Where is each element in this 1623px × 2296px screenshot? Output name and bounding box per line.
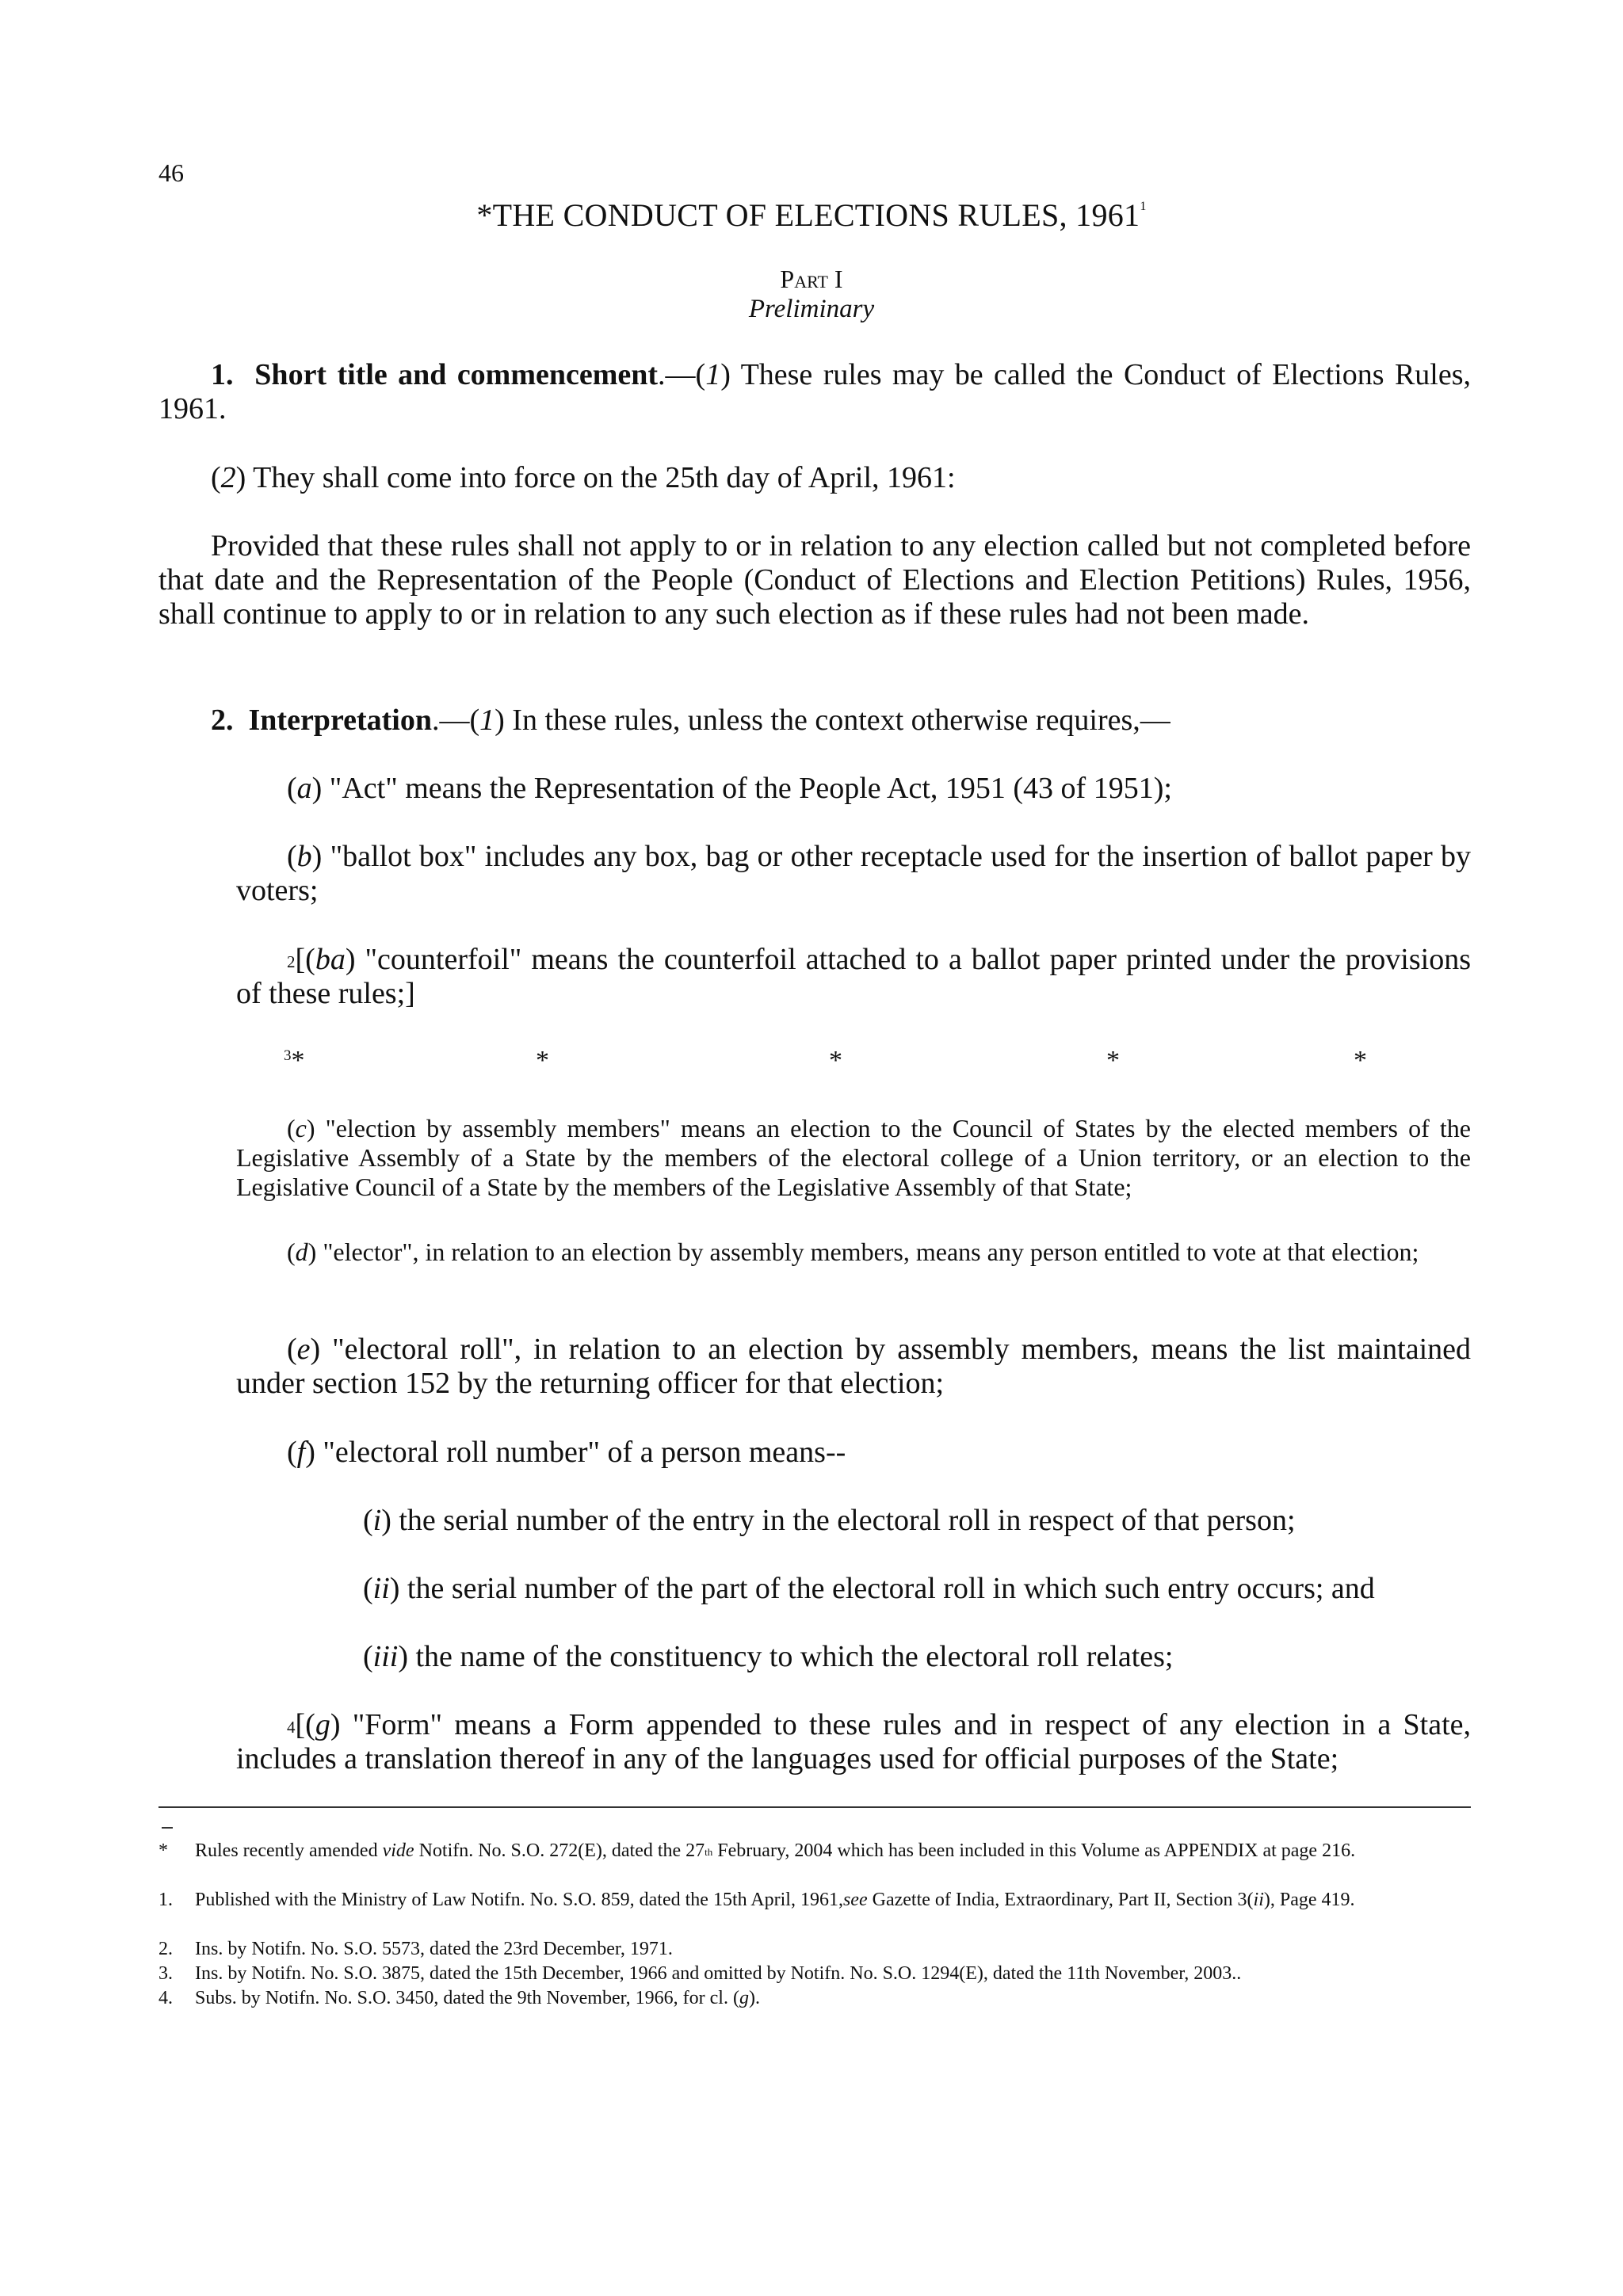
footnote-star-marker: * bbox=[158, 1840, 168, 1861]
clause-a-letter: a bbox=[296, 772, 312, 805]
footnote-1-marker: 1. bbox=[158, 1890, 173, 1910]
omitted-footnote-ref: 3 bbox=[284, 1047, 292, 1064]
rule-2-sub-number: 1 bbox=[479, 704, 495, 737]
clause-f-iii-number: iii bbox=[372, 1640, 399, 1673]
footnote-star-pre: Rules recently amended bbox=[195, 1840, 383, 1861]
footnote-1-ii: ii bbox=[1253, 1890, 1264, 1910]
footnote-star-vide: vide bbox=[382, 1840, 414, 1861]
footnote-star bbox=[158, 1840, 1458, 1863]
clause-b-letter: b bbox=[296, 840, 312, 873]
star-glyph: * bbox=[291, 1046, 305, 1075]
clause-f-iii-text: ) the name of the constituency to which the electoral roll relates; bbox=[398, 1640, 1174, 1673]
footnote-1-post: ), Page 419. bbox=[1263, 1890, 1355, 1910]
footnote-4-marker: 4. bbox=[158, 1988, 173, 2008]
clause-f-i: (i) the serial number of the entry in the electoral roll in respect of that person; bbox=[363, 1504, 1296, 1537]
footnote-2-marker: 2. bbox=[158, 1939, 173, 1959]
part-label: Part I bbox=[780, 265, 843, 293]
clause-f-ii-number: ii bbox=[372, 1572, 390, 1605]
rule-1-body: ) These rules may be called the Conduct of Elections Rules, 1961. bbox=[158, 358, 1472, 425]
clause-ba-footnote-ref: 2 bbox=[287, 952, 296, 971]
clause-f-letter: f bbox=[296, 1436, 306, 1469]
clause-a-text: ) "Act" means the Representation of the People Act, 1951 (43 of 1951); bbox=[311, 772, 1172, 805]
rule-2-body: ) In these rules, unless the context otherwise requires,— bbox=[495, 704, 1170, 737]
rule-2-number: 2. bbox=[211, 704, 234, 737]
footnote-3-text: Ins. by Notifn. No. S.O. 3875, dated the 15th December, 1966 and omitted by Notifn. No. S.O. 1294(E), dated the 11th November, 2003.. bbox=[195, 1963, 1242, 1984]
footnote-3-marker: 3. bbox=[158, 1963, 173, 1984]
clause-g-letter: g bbox=[315, 1708, 330, 1741]
clause-g-text: ) "Form" means a Form appended to these rules and in respect of any election in a State, includes a translation thereof in any of the languages used for official purposes of the State; bbox=[236, 1708, 1471, 1775]
rule-1-sub2-number: 2 bbox=[220, 461, 236, 494]
footnote-separator bbox=[158, 1806, 1471, 1808]
clause-f-ii-text: ) the serial number of the part of the electoral roll in which such entry occurs; and bbox=[389, 1572, 1375, 1605]
rule-1-dash: .—( bbox=[658, 358, 706, 391]
rule-2-interpretation bbox=[158, 704, 1471, 738]
clause-e-text: ) "electoral roll", in relation to an election by assembly members, means the list maintained under section 152 by the returning officer for that election; bbox=[236, 1333, 1471, 1400]
omitted-star-5: * bbox=[1354, 1046, 1367, 1075]
rule-1-number: 1. bbox=[211, 358, 234, 391]
clause-f-i-text: ) the serial number of the entry in the electoral roll in respect of that person; bbox=[381, 1504, 1296, 1537]
clause-c: (c) "election by assembly members" means an election to the Council of States by the elected members of the Legislative Assembly of a State by the members of the electoral college of a Union territory, or an election to the Legislative Council of a State by the members of the Legislative Assembly of that State; bbox=[236, 1114, 1471, 1201]
omitted-star-1 bbox=[284, 1046, 305, 1076]
omitted-star-4: * bbox=[1106, 1046, 1120, 1075]
title-footnote-ref: 1 bbox=[1140, 200, 1147, 213]
footnote-4-pre: Subs. by Notifn. No. S.O. 3450, dated the 9th November, 1966, for cl. ( bbox=[195, 1988, 739, 2008]
footnote-2-text: Ins. by Notifn. No. S.O. 5573, dated the 23rd December, 1971. bbox=[195, 1939, 673, 1959]
clause-c-letter: c bbox=[295, 1114, 307, 1142]
footnote-3 bbox=[158, 1962, 1458, 1985]
clause-d-text: ) "elector", in relation to an election by assembly members, means any person entitled to vote at that election; bbox=[307, 1238, 1419, 1266]
clause-c-text: ) "election by assembly members" means an election to the Council of States by the elected members of the Legislative Assembly of a State by the members of the electoral college of a Union territory, or an election to the Legislative Council of a State by the members of the Legislative Assembly of that State; bbox=[236, 1114, 1471, 1201]
footnote-dash bbox=[162, 1827, 173, 1829]
footnote-1-pre: Published with the Ministry of Law Notifn. No. S.O. 859, dated the 15th April, 1961, bbox=[195, 1890, 843, 1910]
footnote-star-post: February, 2004 which has been included in this Volume as APPENDIX at page 216. bbox=[712, 1840, 1356, 1861]
part-subtitle: Preliminary bbox=[748, 295, 875, 323]
page-number: 46 bbox=[158, 158, 184, 187]
rule-1-sub-number: 1 bbox=[705, 358, 721, 391]
footnote-2 bbox=[158, 1938, 1458, 1961]
rule-1-proviso: Provided that these rules shall not apply to or in relation to any election called but not completed before that date and the Representation of the People (Conduct of Elections and Election Petitions) Rules, 1956, shall continue to apply to or in relation to any such election as if these rules had not been made. bbox=[158, 529, 1471, 631]
clause-d: (d) "elector", in relation to an election by assembly members, means any person entitled to vote at that election; bbox=[287, 1238, 1419, 1266]
clause-d-letter: d bbox=[295, 1238, 308, 1266]
omitted-star-2: * bbox=[536, 1046, 549, 1075]
footnote-4 bbox=[158, 1987, 1458, 2010]
rule-1-sub2-open: ( bbox=[211, 461, 221, 494]
rule-1-subrule-2 bbox=[158, 461, 1471, 495]
clause-ba-letter: ba bbox=[315, 943, 346, 976]
rule-1-short-title bbox=[158, 358, 1471, 426]
clause-b: (b) "ballot box" includes any box, bag or other receptacle used for the insertion of ballot paper by voters; bbox=[236, 840, 1471, 907]
clause-a: (a) "Act" means the Representation of the People Act, 1951 (43 of 1951); bbox=[287, 772, 1172, 805]
part-heading bbox=[0, 265, 1623, 294]
footnote-4-post: ). bbox=[748, 1988, 760, 2008]
clause-f-text: ) "electoral roll number" of a person means-- bbox=[305, 1436, 846, 1469]
footnote-star-mid: Notifn. No. S.O. 272(E), dated the 27 bbox=[414, 1840, 705, 1861]
clause-ba bbox=[236, 943, 1471, 1011]
rule-2-dash: .—( bbox=[432, 704, 480, 737]
clause-e: (e) "electoral roll", in relation to an election by assembly members, means the list maintained under section 152 by the returning officer for that election; bbox=[236, 1333, 1471, 1400]
rule-1-sub2-body: ) They shall come into force on the 25th day of April, 1961: bbox=[235, 461, 956, 494]
clause-f-ii: (ii) the serial number of the part of the electoral roll in which such entry occurs; and bbox=[363, 1572, 1375, 1605]
clause-f-i-number: i bbox=[372, 1504, 382, 1537]
footnote-1-mid: Gazette of India, Extraordinary, Part II, Section 3( bbox=[867, 1890, 1254, 1910]
clause-g-open: [( bbox=[295, 1708, 315, 1741]
footnote-4-g: g bbox=[739, 1988, 749, 2008]
clause-ba-open: [( bbox=[295, 943, 315, 976]
footnote-1-see: see bbox=[842, 1890, 868, 1910]
clause-g-footnote-ref: 4 bbox=[287, 1718, 296, 1737]
clause-g bbox=[236, 1708, 1471, 1776]
rule-1-heading: Short title and commencement bbox=[254, 358, 659, 391]
clause-ba-text: ) "counterfoil" means the counterfoil attached to a ballot paper printed under the provisions of these rules;] bbox=[236, 943, 1471, 1010]
clause-b-text: ) "ballot box" includes any box, bag or other receptacle used for the insertion of ballot paper by voters; bbox=[236, 840, 1471, 907]
clause-f: (f) "electoral roll number" of a person means-- bbox=[287, 1436, 846, 1469]
clause-e-letter: e bbox=[296, 1333, 311, 1366]
footnote-1 bbox=[158, 1889, 1458, 1912]
title-text: *THE CONDUCT OF ELECTIONS RULES, 1961 bbox=[476, 197, 1140, 233]
document-title bbox=[0, 196, 1623, 234]
omitted-star-3: * bbox=[829, 1046, 842, 1075]
footnote-star-th: th bbox=[705, 1846, 713, 1858]
rule-2-heading: Interpretation bbox=[248, 704, 432, 737]
clause-f-iii: (iii) the name of the constituency to which the electoral roll relates; bbox=[363, 1640, 1174, 1673]
